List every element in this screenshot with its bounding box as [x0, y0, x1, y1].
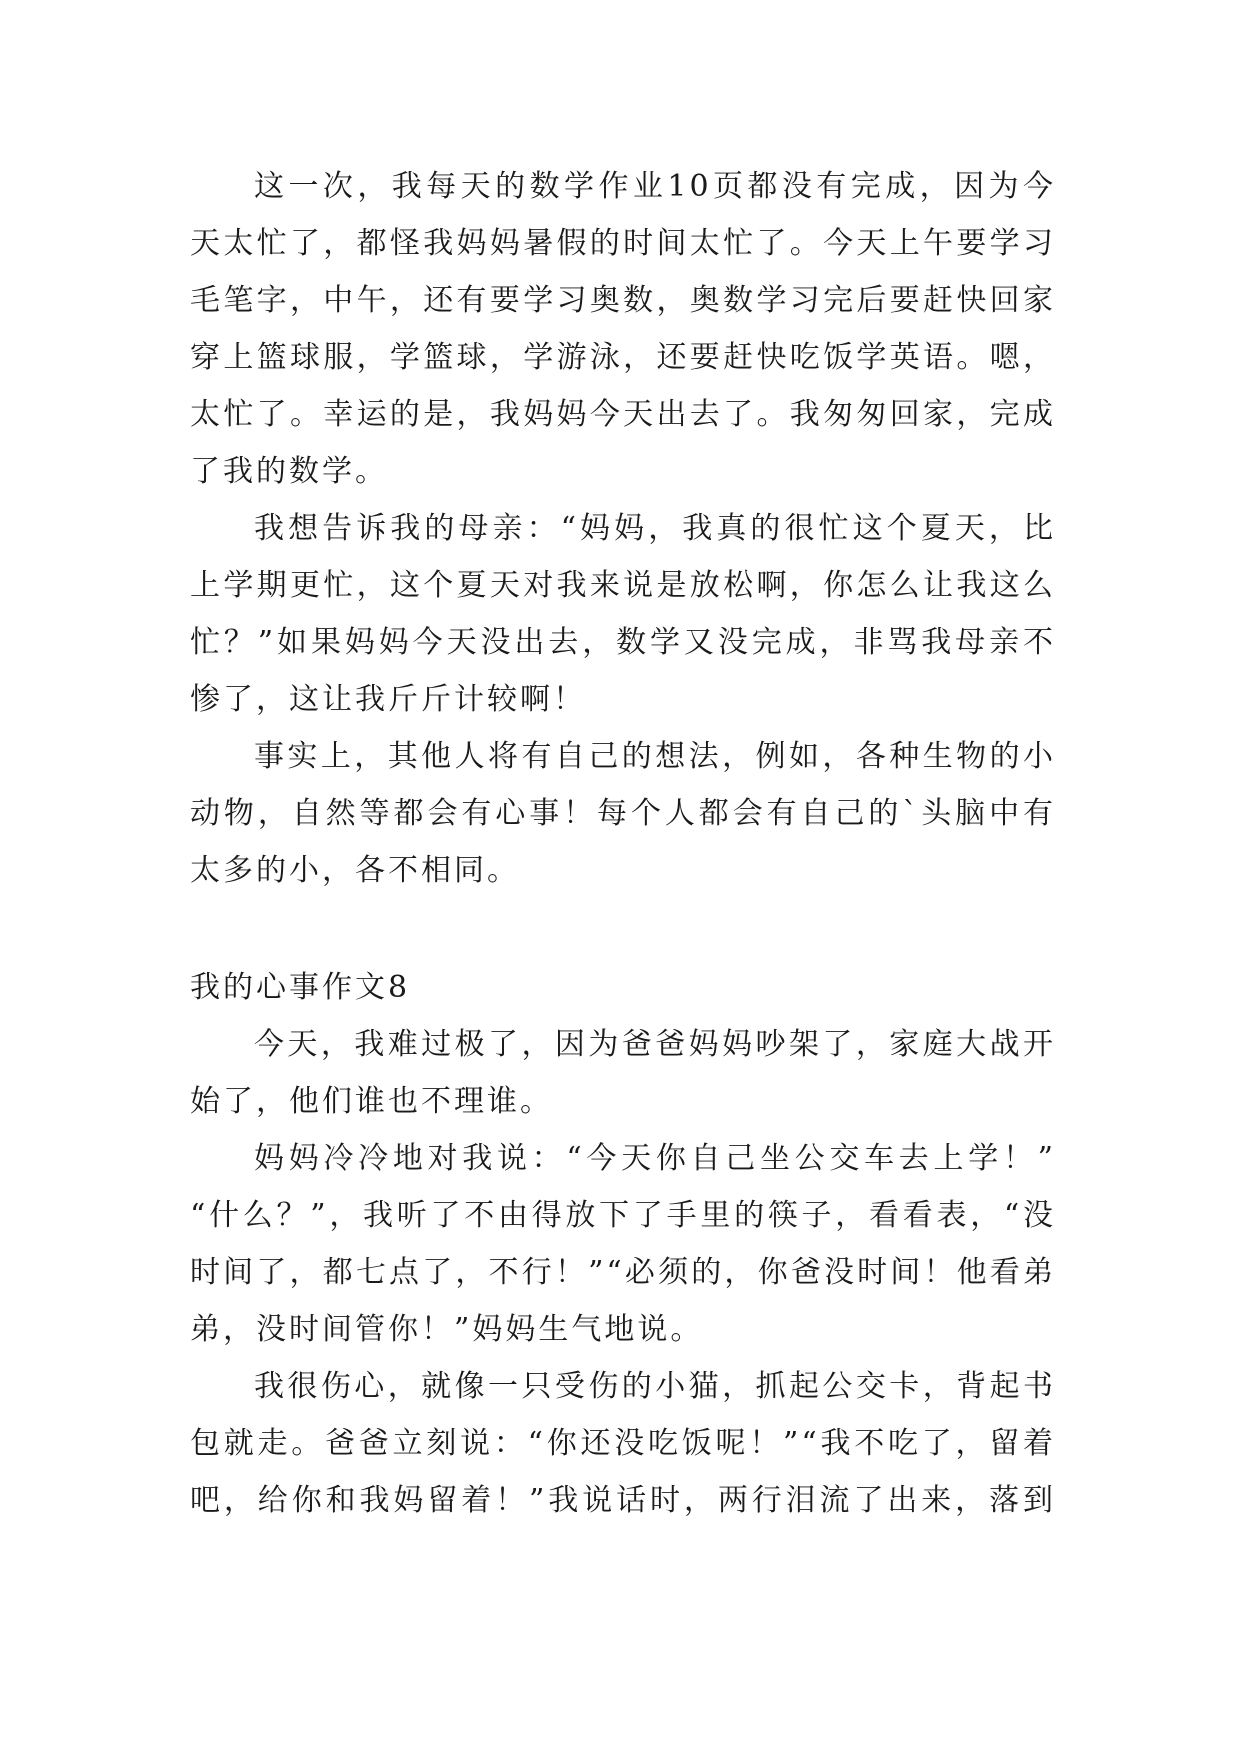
text-line: 弟，没时间管你！”妈妈生气地说。	[190, 1312, 704, 1347]
text-line: 惨了，这让我斤斤计较啊！	[190, 682, 586, 717]
text-line: 太忙了。幸运的是，我妈妈今天出去了。我匆匆回家，完成	[190, 397, 1056, 432]
text-line: 时间了，都七点了，不行！”“必须的，你爸没时间！他看弟	[190, 1255, 1056, 1290]
paragraph-1	[190, 158, 1056, 500]
text-line: 妈妈冷冷地对我说：“今天你自己坐公交车去上学！”	[254, 1141, 1056, 1176]
text-line: 了我的数学。	[190, 454, 388, 489]
text-line: 吧，给你和我妈留着！”我说话时，两行泪流了出来，落到	[190, 1483, 1056, 1518]
section-heading: 我的心事作文8	[190, 970, 411, 1005]
text-line: 天太忙了，都怪我妈妈暑假的时间太忙了。今天上午要学习	[190, 226, 1056, 261]
text-line: 上学期更忙，这个夏天对我来说是放松啊，你怎么让我这么	[190, 568, 1056, 603]
paragraph-2	[190, 500, 1056, 728]
text-line: 我很伤心，就像一只受伤的小猫，抓起公交卡，背起书	[254, 1369, 1056, 1404]
paragraph-6	[190, 1358, 1056, 1529]
text-line: 太多的小，各不相同。	[190, 853, 520, 888]
paragraph-5	[190, 1130, 1056, 1358]
text-line: 毛笔字，中午，还有要学习奥数，奥数学习完后要赶快回家	[190, 283, 1056, 318]
text-line: 今天，我难过极了，因为爸爸妈妈吵架了，家庭大战开	[254, 1027, 1056, 1062]
section-gap	[190, 899, 1056, 959]
text-line: “什么？”，我听了不由得放下了手里的筷子，看看表，“没	[190, 1198, 1056, 1233]
document-body	[190, 158, 1056, 1529]
text-line: 包就走。爸爸立刻说：“你还没吃饭呢！”“我不吃了，留着	[190, 1426, 1056, 1461]
text-line: 我想告诉我的母亲：“妈妈，我真的很忙这个夏天，比	[254, 511, 1056, 546]
paragraph-3	[190, 728, 1056, 899]
text-line: 穿上篮球服，学篮球，学游泳，还要赶快吃饭学英语。嗯，	[190, 340, 1056, 375]
text-line: 动物，自然等都会有心事！每个人都会有自己的`头脑中有	[190, 796, 1056, 831]
text-line: 这一次，我每天的数学作业10页都没有完成，因为今	[254, 169, 1056, 204]
text-line: 忙？”如果妈妈今天没出去，数学又没完成，非骂我母亲不	[190, 625, 1056, 660]
text-line: 事实上，其他人将有自己的想法，例如，各种生物的小	[254, 739, 1056, 774]
paragraph-4	[190, 1016, 1056, 1130]
text-line: 始了，他们谁也不理谁。	[190, 1084, 553, 1119]
